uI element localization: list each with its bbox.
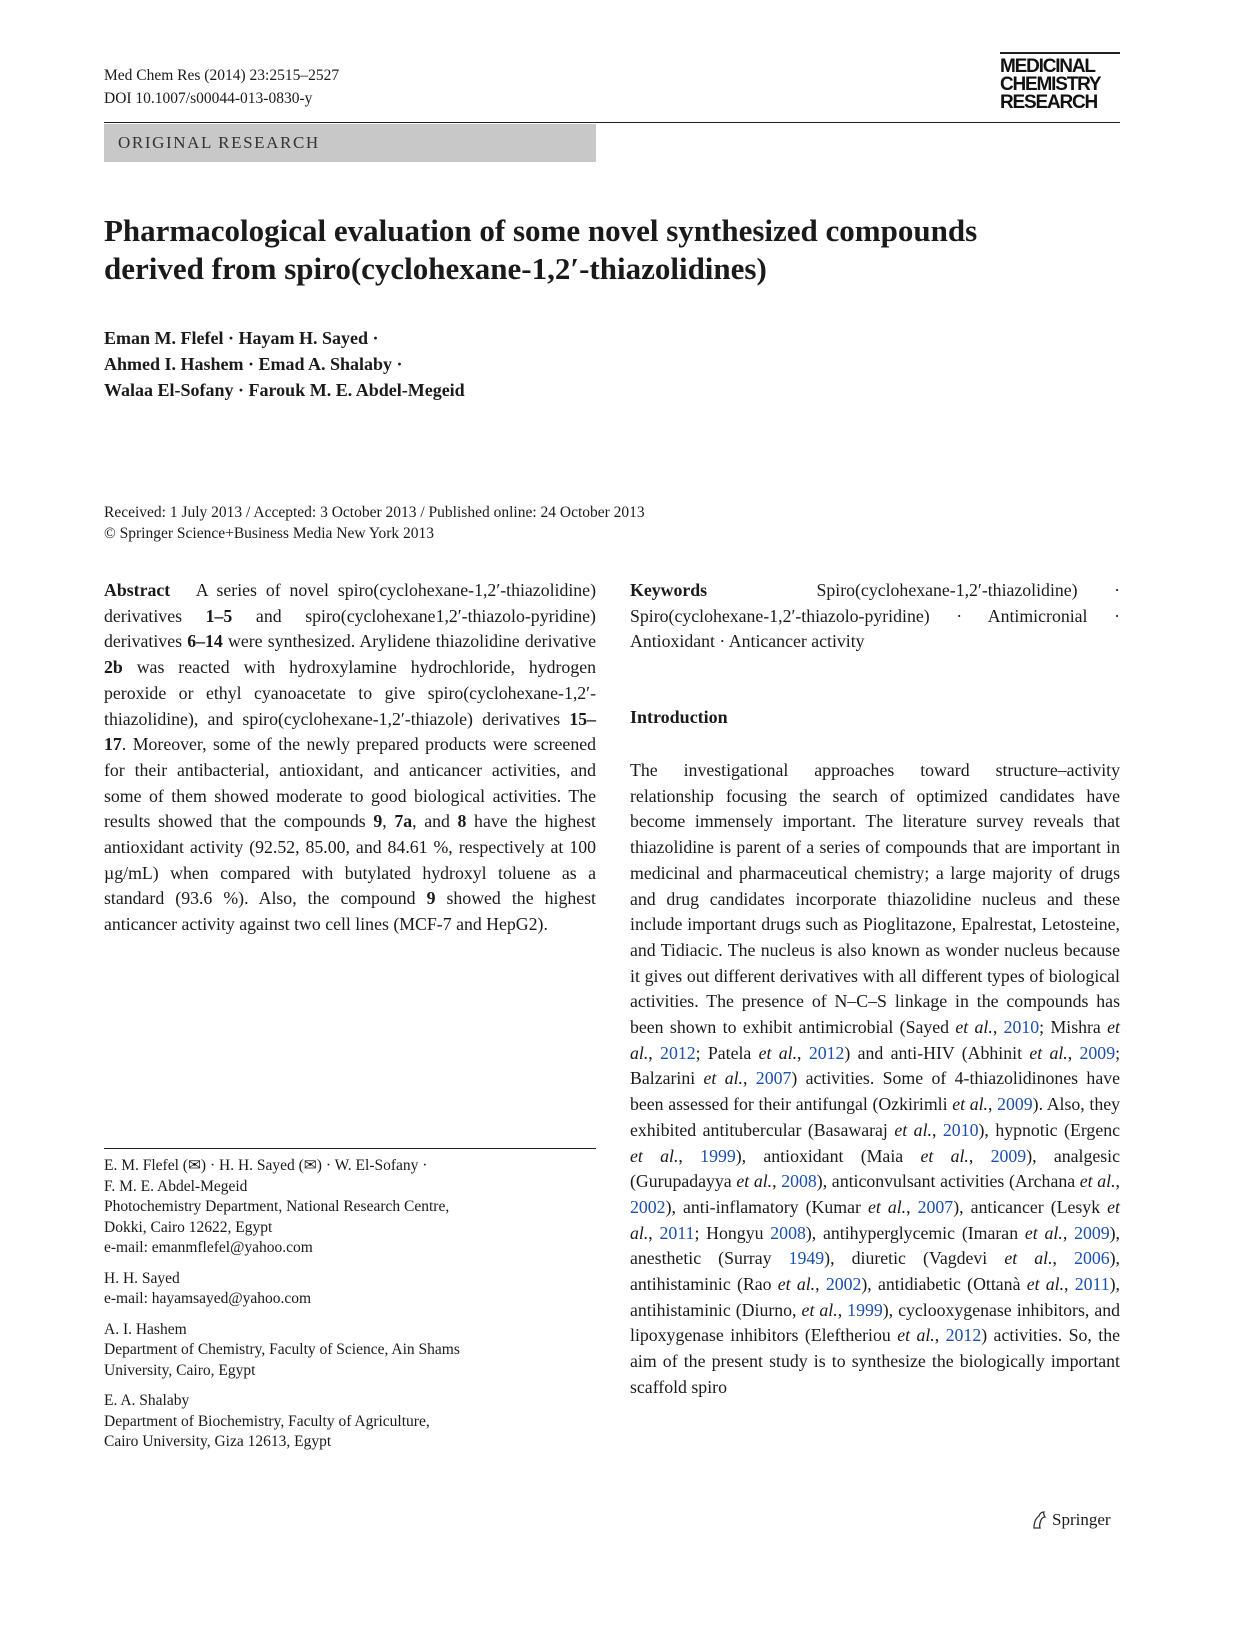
author-line: Ahmed I. Hashem · Emad A. Shalaby · bbox=[104, 354, 403, 374]
citation-link[interactable]: 2010 bbox=[942, 1119, 979, 1140]
email-link[interactable]: e-mail: hayamsayed@yahoo.com bbox=[104, 1290, 312, 1307]
citation-line: Med Chem Res (2014) 23:2515–2527 bbox=[104, 67, 340, 84]
publisher-footer bbox=[1030, 1510, 1111, 1530]
doi-line: DOI 10.1007/s00044-013-0830-y bbox=[104, 90, 313, 107]
affiliation-2: H. H. Sayed e-mail: hayamsayed@yahoo.com bbox=[104, 1269, 312, 1307]
citation-link[interactable]: 2012 bbox=[945, 1325, 982, 1346]
citation-link[interactable]: 2008 bbox=[770, 1222, 806, 1243]
publication-dates: Received: 1 July 2013 / Accepted: 3 October 2013 / Published online: 24 October 2013 © Springer Science+Business Media New York 2013 bbox=[104, 504, 645, 542]
citation-link[interactable]: 2012 bbox=[660, 1042, 696, 1063]
abstract: Abstract A series of novel spiro(cyclohexane-1,2′-thiazolidine) derivatives 1–5 and spiro(cyclohexane1,2′-thiazolo-pyridine) derivatives 6–14 were synthesized. Arylidene thiazolidine derivative 2b was reacted with hydroxylamine hydrochloride, hydrogen peroxide or ethyl cyanoacetate to give spiro(cyclohexane-1,2′-thiazolidine), and spiro(cyclohexane-1,2′-thiazole) derivatives 15–17. Moreover, some of the newly prepared products were screened for their antibacterial, antioxidant, and anticancer activities, and some of them showed moderate to good biological activities. The results showed that the compounds 9, 7a, and 8 have the highest antioxidant activity (92.52, 85.00, and 84.61 %, respectively at 100 µg/mL) when compared with butylated hydroxyl toluene as a standard (93.6 %). Also, the compound 9 showed the highest anticancer activity against two cell lines (MCF-7 and HepG2). bbox=[104, 580, 596, 935]
springer-horse-icon bbox=[1030, 1510, 1048, 1530]
publisher-name: Springer bbox=[1052, 1510, 1111, 1529]
introduction-body: The investigational approaches toward structure–activity relationship focusing the search of optimized candidates have become immensely important. The literature survey reveals that thiazolidine is parent of a series of compounds that are important in medicinal and pharmaceutical chemistry; a large majority of drugs and drug candidates incorporate thiazolidine nucleus and these include important drugs such as Pioglitazone, Epalrestat, Letosteine, and Tidiacic. The nucleus is also known as wonder nucleus because it gives out different derivatives with all different types of biological activities. The presence of N–C–S linkage in the compounds has been shown to exhibit antimicrobial (Sayed et al., 2010; Mishra et al., 2012; Patela et al., 2012) and anti-HIV (Abhinit et al., 2009; Balzarini et al., 2007) activities. Some of 4-thiazolidinones have been assessed for their antifungal (Ozkirimli et al., 2009). Also, they exhibited antitubercular (Basawaraj et al., 2010), hypnotic (Ergenc et al., 1999), antioxidant (Maia et al., 2009), analgesic (Gurupadayya et al., 2008), anticonvulsant activities (Archana et al., 2002), anti-inflamatory (Kumar et al., 2007), anticancer (Lesyk et al., 2011; Hongyu 2008), antihyperglycemic (Imaran et al., 2009), anesthetic (Surray 1949), diuretic (Vagdevi et al., 2006), antihistaminic (Rao et al., 2002), antidiabetic (Ottanà et al., 2011), antihistaminic (Diurno, et al., 1999), cyclooxygenase inhibitors, and lipoxygenase inhibitors (Eleftheriou et al., 2012) activities. So, the aim of the present study is to synthesize the biologically important scaffold spiro bbox=[630, 760, 1121, 1397]
citation-link[interactable]: 2011 bbox=[659, 1222, 695, 1243]
author-list bbox=[104, 325, 465, 403]
affiliations bbox=[104, 1156, 596, 1463]
citation-link[interactable]: 2007 bbox=[755, 1068, 792, 1089]
affiliation-3: A. I. Hashem Department of Chemistry, Faculty of Science, Ain Shams University, Cairo, Egypt bbox=[104, 1320, 460, 1379]
citation-link[interactable]: 2010 bbox=[1003, 1017, 1040, 1038]
citation-link[interactable]: 2007 bbox=[917, 1196, 954, 1217]
author-line: Eman M. Flefel · Hayam H. Sayed · bbox=[104, 328, 379, 348]
introduction-heading: Introduction bbox=[630, 707, 728, 727]
citation-link[interactable]: 2006 bbox=[1074, 1248, 1110, 1269]
citation-link[interactable]: 1999 bbox=[847, 1299, 883, 1320]
citation-link[interactable]: 2008 bbox=[781, 1171, 817, 1192]
citation-link[interactable]: 2009 bbox=[1074, 1222, 1110, 1243]
affiliation-1: E. M. Flefel (✉) · H. H. Sayed (✉) · W. El-Sofany · F. M. E. Abdel-Megeid Photochemistry Department, National Research Centre, Dokki, Cairo 12622, Egypt e-mail: emanmflefel@yahoo.com bbox=[104, 1157, 450, 1256]
keywords: Keywords Spiro(cyclohexane-1,2′-thiazolidine) · Spiro(cyclohexane-1,2′-thiazolo-pyridine) · Antimicronial · Antioxidant · Anticancer activity bbox=[630, 580, 1120, 652]
journal-logo: MEDICINAL CHEMISTRY RESEARCH bbox=[1000, 52, 1120, 112]
section-label: ORIGINAL RESEARCH bbox=[104, 124, 596, 162]
header-rule bbox=[104, 122, 1120, 123]
citation-link[interactable]: 2012 bbox=[808, 1042, 845, 1063]
email-link[interactable]: e-mail: emanmflefel@yahoo.com bbox=[104, 1239, 313, 1256]
citation-link[interactable]: 2009 bbox=[1079, 1042, 1116, 1063]
citation-link[interactable]: 2011 bbox=[1074, 1274, 1110, 1295]
keywords-label: Keywords bbox=[630, 580, 708, 600]
citation-link[interactable]: 2009 bbox=[990, 1145, 1027, 1166]
author-line: Walaa El-Sofany · Farouk M. E. Abdel-Megeid bbox=[104, 380, 465, 400]
abstract-label: Abstract bbox=[104, 580, 171, 600]
citation-link[interactable]: 2002 bbox=[825, 1274, 862, 1295]
article-title: Pharmacological evaluation of some novel synthesized compounds derived from spiro(cyclohexane-1,2′-thiazolidines) bbox=[104, 213, 978, 286]
citation-link[interactable]: 2002 bbox=[630, 1196, 666, 1217]
journal-citation bbox=[104, 64, 339, 110]
footnote-rule bbox=[104, 1148, 596, 1149]
citation-link[interactable]: 1949 bbox=[788, 1248, 825, 1269]
affiliation-4: E. A. Shalaby Department of Biochemistry, Faculty of Agriculture, Cairo University, Giza 12613, Egypt bbox=[104, 1392, 430, 1450]
citation-link[interactable]: 1999 bbox=[700, 1145, 736, 1166]
citation-link[interactable]: 2009 bbox=[997, 1094, 1033, 1115]
